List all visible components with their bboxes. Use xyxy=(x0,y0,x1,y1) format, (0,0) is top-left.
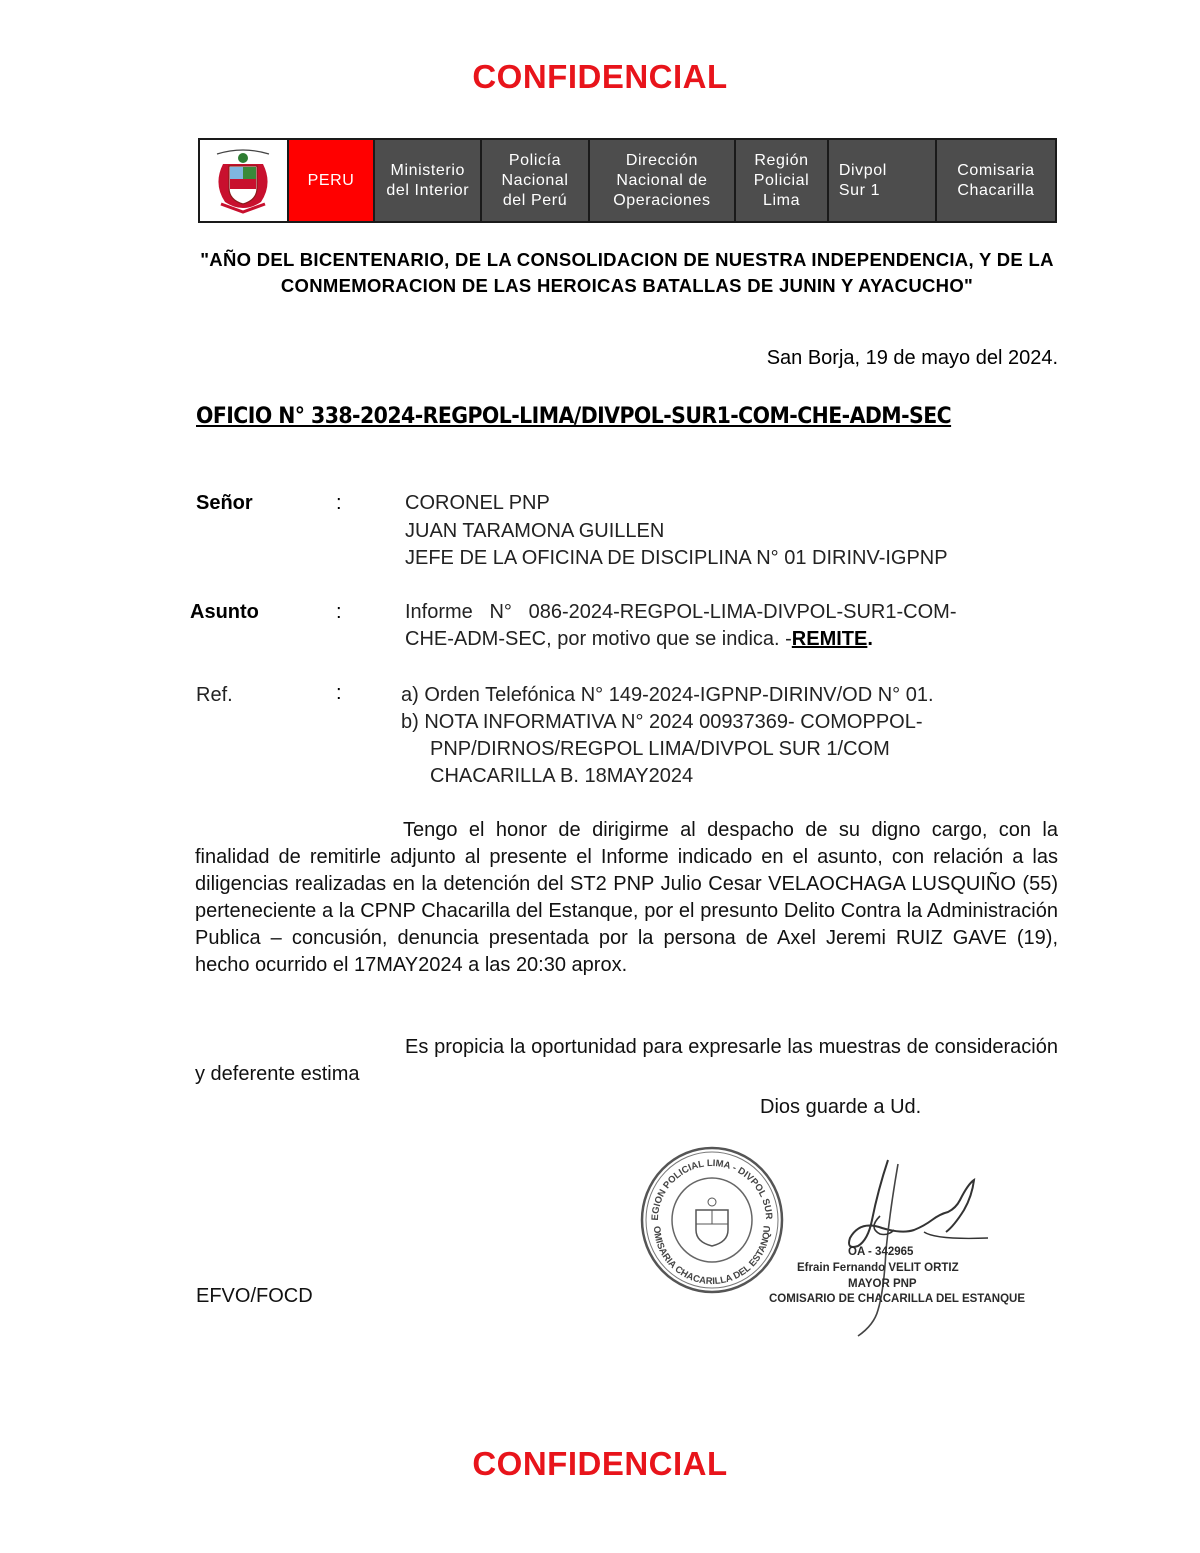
ref-item-b-line-1: b) NOTA INFORMATIVA N° 2024 00937369- COMOPPOL- xyxy=(401,711,923,733)
senor-label: Señor xyxy=(196,492,253,514)
asunto-line-2: CHE-ADM-SEC, por motivo que se indica. -REMITE. xyxy=(405,628,873,650)
signer-rank: MAYOR PNP xyxy=(848,1278,917,1290)
addressee-rank: CORONEL PNP xyxy=(405,492,550,514)
remite-keyword: REMITE xyxy=(791,628,868,650)
handwritten-signature xyxy=(828,1150,998,1340)
asunto-label: Asunto xyxy=(190,601,259,623)
asunto-line-1: Informe N° 086-2024-REGPOL-LIMA-DIVPOL-SUR1-COM- xyxy=(405,601,957,623)
policia-label: Policía Nacional del Perú xyxy=(480,140,587,221)
farewell: Dios guarde a Ud. xyxy=(760,1096,922,1118)
ref-colon: : xyxy=(336,682,342,704)
divpol-label: Divpol Sur 1 xyxy=(827,140,935,221)
signer-position: COMISARIO DE CHACARILLA DEL ESTANQUE xyxy=(769,1293,1025,1305)
addressee-position: JEFE DE LA OFICINA DE DISCIPLINA N° 01 DIRINV-IGPNP xyxy=(405,547,948,569)
date-line: San Borja, 19 de mayo del 2024. xyxy=(766,347,1058,369)
senor-colon: : xyxy=(336,492,342,514)
peru-label: PERU xyxy=(287,140,373,221)
ref-item-b-line-2: PNP/DIRNOS/REGPOL LIMA/DIVPOL SUR 1/COM xyxy=(430,738,890,760)
svg-text:REGION POLICIAL LIMA - DIVPOL: EGION POLICIAL LIMA - DIVPOL SUR xyxy=(649,1157,775,1221)
region-label: Región Policial Lima xyxy=(734,140,827,221)
reference-initials: EFVO/FOCD xyxy=(196,1285,313,1307)
body-paragraph: Tengo el honor de dirigirme al despacho de su digno cargo, con la finalidad de remitirle adjunto al presente el Informe indicado en el asunto, con relación a las diligencias realizadas en la detención del ST2 PNP Julio Cesar VELAOCHAGA LUSQUIÑO (55) perteneciente a la CPNP Chacarilla del Estanque, por el presunto Delito Contra la Administración Publica – concusión, denuncia presentada por la persona de Axel Jeremi RUIZ GAVE (19), hecho ocurrido el 17MAY2024 a las 20:30 aprox. xyxy=(195,819,1058,976)
asunto-colon: : xyxy=(336,601,342,623)
police-seal-stamp xyxy=(640,1146,784,1294)
coat-of-arms-icon xyxy=(200,140,287,221)
closing-paragraph: Es propicia la oportunidad para expresarle las muestras de consideración y deferente estima xyxy=(195,1036,1058,1085)
year-motto: "AÑO DEL BICENTENARIO, DE LA CONSOLIDACION DE NUESTRA INDEPENDENCIA, Y DE LA CONMEMORACION DE LAS HEROICAS BATALLAS DE JUNIN Y AYACUCHO" xyxy=(200,249,1054,296)
signer-name: Efrain Fernando VELIT ORTIZ xyxy=(797,1262,959,1274)
addressee-name: JUAN TARAMONA GUILLEN xyxy=(405,520,665,542)
ref-item-b-line-3: CHACARILLA B. 18MAY2024 xyxy=(430,765,694,787)
confidential-top: CONFIDENCIAL xyxy=(472,58,728,95)
confidential-bottom: CONFIDENCIAL xyxy=(472,1445,728,1482)
signer-cip: OA - 342965 xyxy=(848,1246,914,1258)
ref-label: Ref. xyxy=(196,684,233,706)
ministerio-label: Ministerio del Interior xyxy=(373,140,480,221)
direccion-label: Dirección Nacional de Operaciones xyxy=(588,140,735,221)
ref-item-a: a) Orden Telefónica N° 149-2024-IGPNP-DIRINV/OD N° 01. xyxy=(401,684,934,706)
svg-text:COMISARIA CHACARILLA DEL ESTAN: OMISARIA CHACARILLA DEL ESTANQU xyxy=(650,1225,774,1288)
comisaria-label: Comisaria Chacarilla xyxy=(935,140,1055,221)
institution-header-strip xyxy=(198,138,1057,223)
oficio-title: OFICIO N° 338-2024-REGPOL-LIMA/DIVPOL-SUR1-COM-CHE-ADM-SEC xyxy=(196,404,952,429)
